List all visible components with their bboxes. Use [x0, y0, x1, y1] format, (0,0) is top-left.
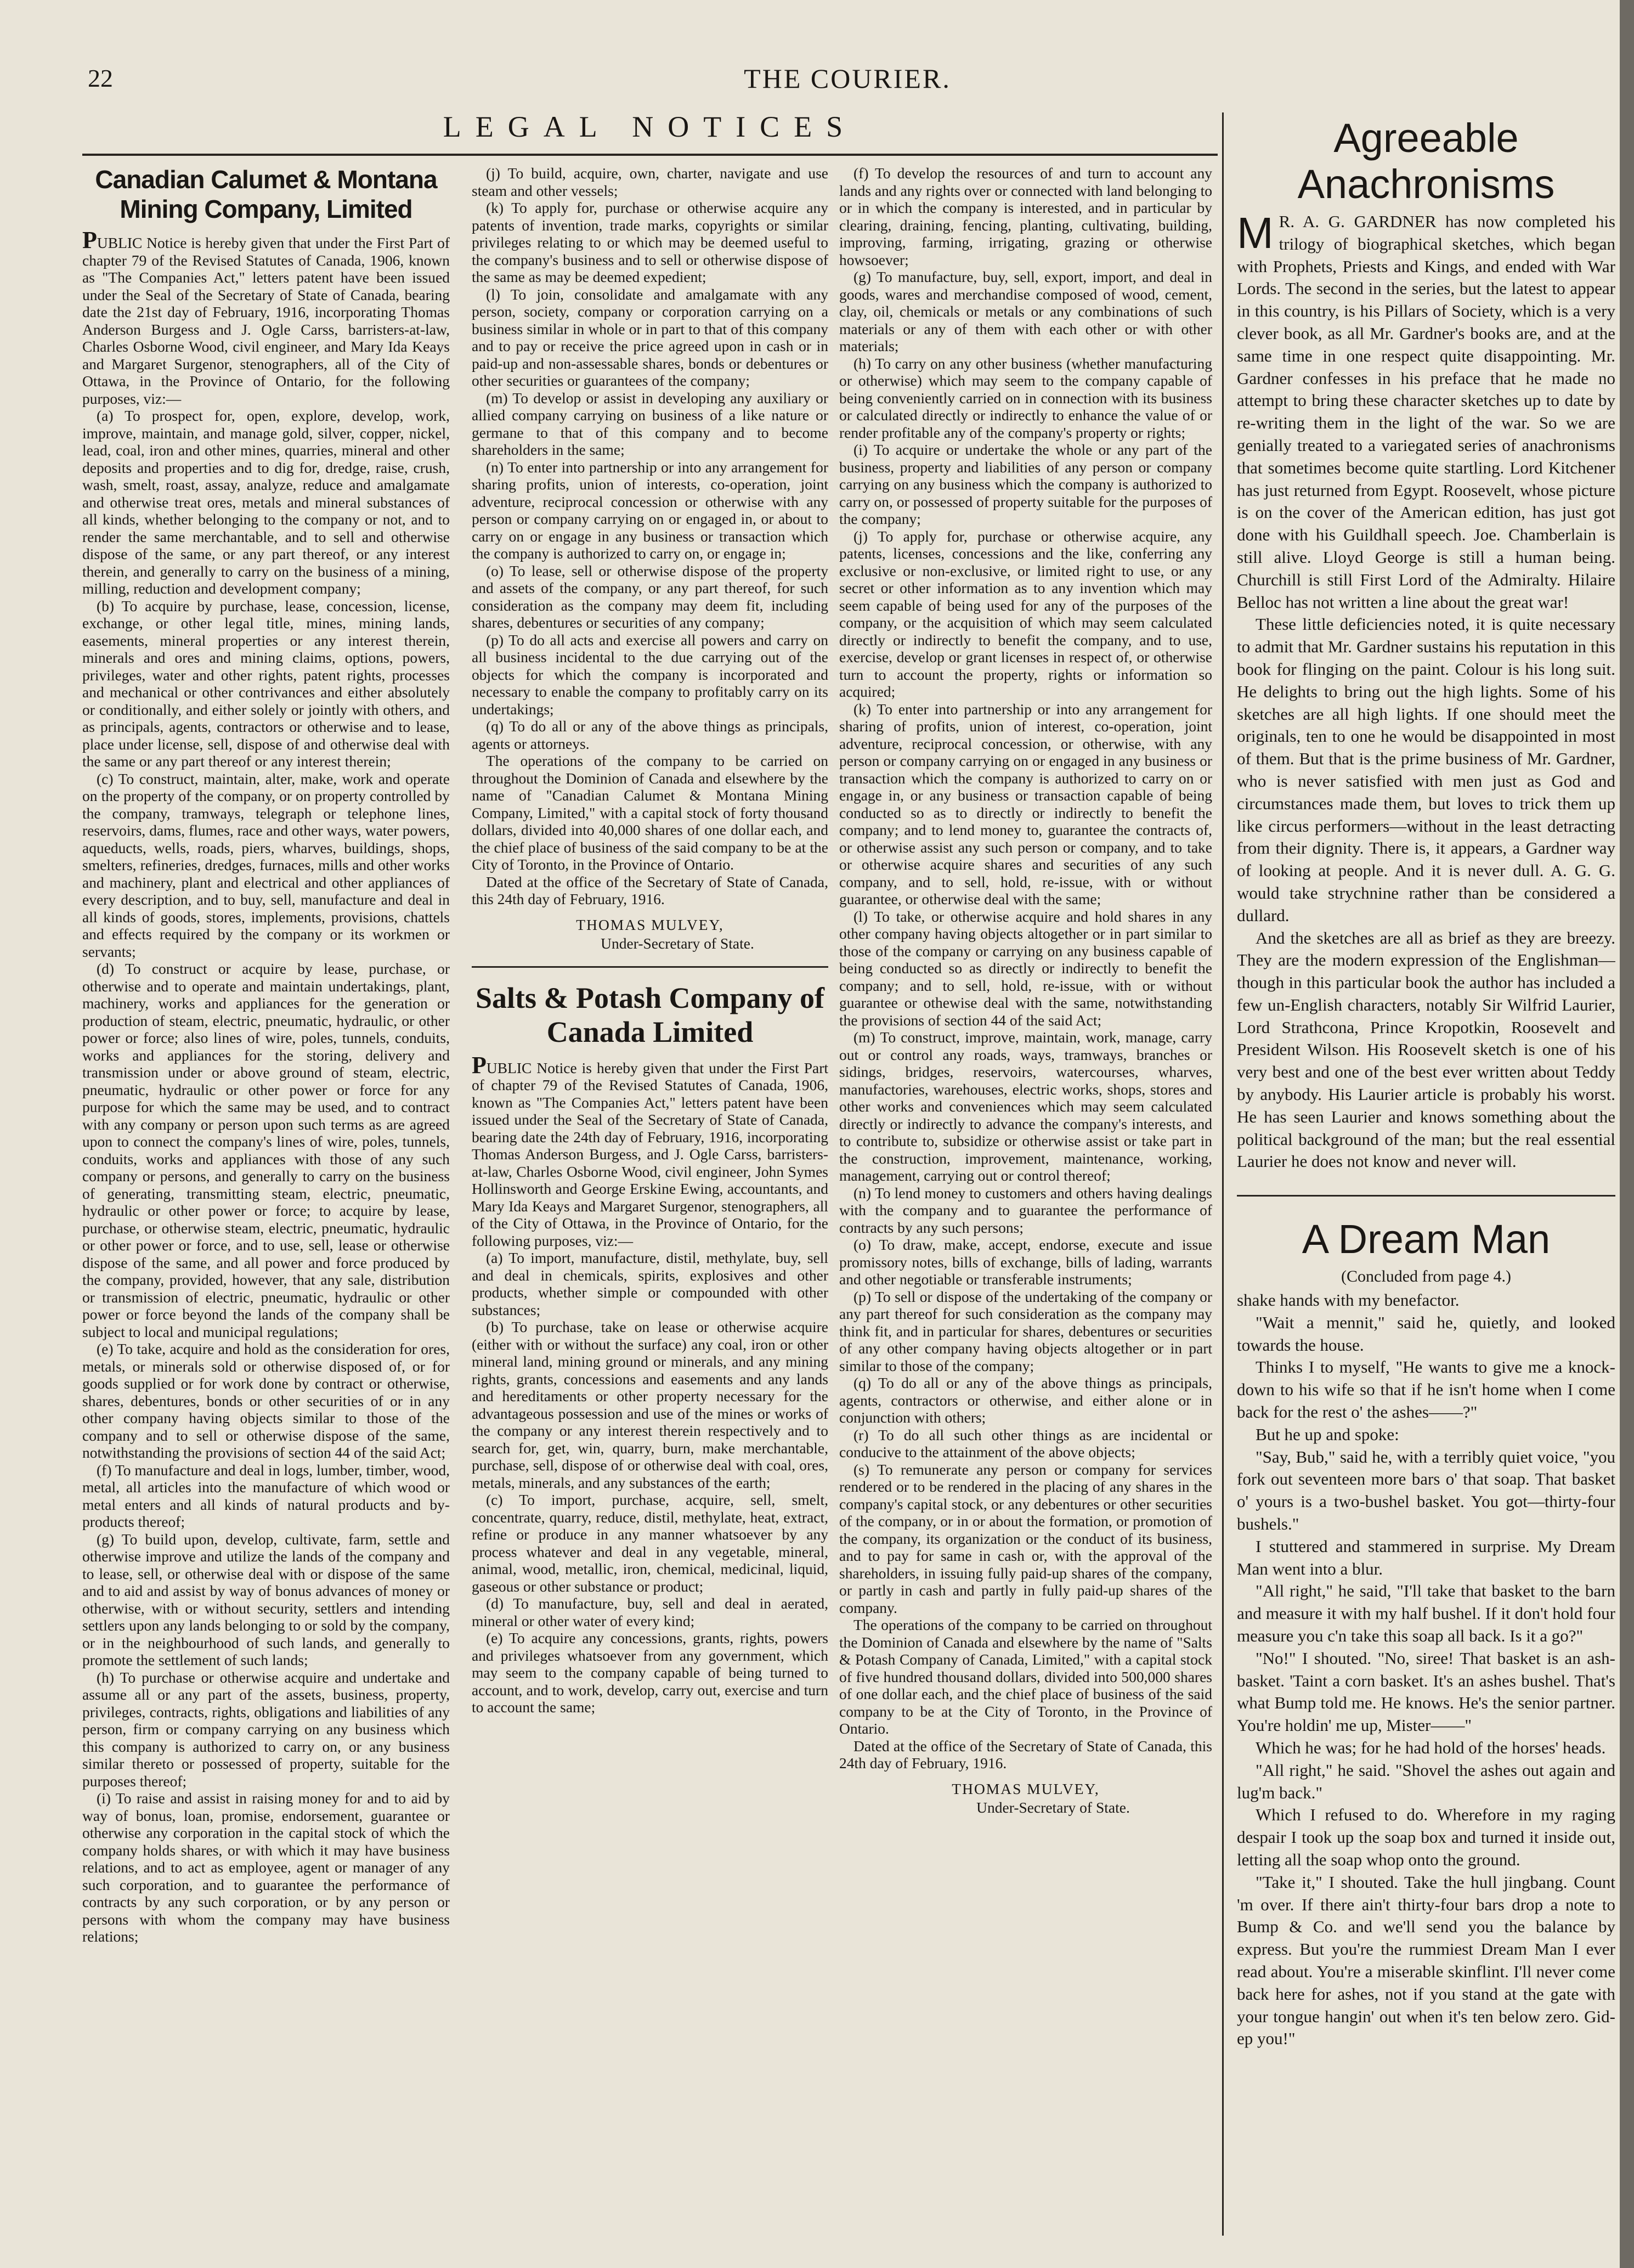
- notice-paragraph: (j) To build, acquire, own, charter, navigate and use steam and other vessels;: [472, 165, 828, 199]
- notice-paragraph: (i) To raise and assist in raising money for and to aid by way of bonus, loan, promise, endorsement, guarantee or otherwise any corporation in the capital stock of which the company holds shares, or with which it may have business relations, and to act as employee, agent or manager of any such corporation, and to guarantee the performance of contracts by any such corporation, or by any person or persons with whom the company may have business relations;: [82, 1790, 450, 1945]
- notice-paragraph: (a) To import, manufacture, distil, methylate, buy, sell and deal in chemicals, spirits, explosives and other products, whether simple or compounded with other substances;: [472, 1249, 828, 1318]
- dropcap: P: [82, 227, 97, 253]
- feature-paragraph: Thinks I to myself, "He wants to give me a knock-down to his wife so that if he isn't home when I come back for the rest o' the ashes——?": [1237, 1357, 1615, 1422]
- notice-paragraph: (a) To prospect for, open, explore, develop, work, improve, maintain, and manage gold, silver, copper, nickel, lead, coal, iron and other mines, quarries, mineral and other deposits and properties and to dig for, dredge, raise, crush, wash, smelt, roast, assay, analyze, reduce and amalgamate and otherwise treat ores, metals and mineral substances of all kinds, whether belonging to the company or not, and to render the same merchantable, and to sell and otherwise dispose of the same, or any part thereof, or any interest therein, and generally to carry on the business of a mining, milling, reduction and development company;: [82, 407, 450, 597]
- dropcap: M: [1237, 208, 1274, 257]
- page-number: 22: [88, 64, 113, 92]
- notice-paragraph: (q) To do all or any of the above things as principals, agents, contractors or otherwise, and either alone or in conjunction with others;: [839, 1374, 1212, 1426]
- notice-paragraph: (l) To take, or otherwise acquire and hold shares in any other company having objects altogether or in part similar to those of the company or carrying on any business capable of being conducted so as directly or indirectly to benefit the company; and to sell, hold, re-issue, with or without guarantee or othewise deal with the same, notwithstanding the provisions of section 44 of the said Act;: [839, 907, 1212, 1029]
- feature-paragraph: "No!" I shouted. "No, siree! That basket is an ash-basket. 'Taint a corn basket. It's an ashes bushel. That's what Bump told me. He knows. He's the senior partner. You're holdin' me up, Mister——": [1237, 1648, 1615, 1735]
- notice-paragraph: (o) To lease, sell or otherwise dispose of the property and assets of the company, or any part thereof, for such consideration as the company may deem fit, including shares, debentures or securities of any company;: [472, 562, 828, 631]
- notice-paragraph: (d) To construct or acquire by lease, purchase, or otherwise and to operate and maintain undertakings, plant, machinery, works and appliances for the generation or production of steam, electric, pneumatic, hydraulic, or other power or force; also lines of wire, poles, tunnels, conduits, works and appliances for the storing, delivery and transmission under or above ground of steam, electric, pneumatic, hydraulic or other power or force for any purpose for which the same may be used, and to contract with any company or person upon such terms as are agreed upon to connect the company's lines of wire, poles, tunnels, conduits, works and appliances with those of any such company or persons, and generally to carry on the business of generating, transmitting steam, electric, pneumatic, hydraulic or other power or force; to acquire by lease, purchase, or otherwise steam, electric, pneumatic, hydraulic or other power or force, and to use, sell, lease or otherwise dispose of the same, and all power and force produced by the company, provided, however, that any sale, distribution or transmission of electric, pneumatic, hydraulic or other power or force beyond the lands of the company shall be subject to local and municipal regulations;: [82, 960, 450, 1340]
- feature-paragraph: These little deficiencies noted, it is quite necessary to admit that Mr. Gardner sustains his reputation in this book for flinging on the paint. Colour is his long suit. He delights to bring out the high lights. Some of his sketches are all high lights. If one should meet the originals, ten to one he would be disappointed in most of them. But that is the prime business of Mr. Gardner, who is never satisfied with men just as God and circumstances made them, but loves to trick them up like circus performers—without in the least detracting from their dignity. There is, it appears, a Gardner way of looking at people. And it is never dull. A. G. G. would take strychnine rather than be considered a dullard.: [1237, 614, 1615, 925]
- notice-paragraph: (b) To purchase, take on lease or otherwise acquire (either with or without the surface) any coal, iron or other mineral land, mining ground or minerals, and any mining rights, grants, concessions and easements and any lands and hereditaments or other property necessary for the advantageous possession and use of the mines or works of the company or any interest therein respectively and to search for, get, win, quarry, burn, make merchantable, purchase, sell, dispose of or otherwise deal with coal, ores, metals, minerals, and any substances of the earth;: [472, 1318, 828, 1491]
- section-title: LEGAL NOTICES: [443, 110, 857, 143]
- notice-paragraph: (r) To do all such other things as are incidental or conducive to the attainment of the above objects;: [839, 1426, 1212, 1460]
- notice-paragraph: (d) To manufacture, buy, sell and deal in aerated, mineral or other water of every kind;: [472, 1595, 828, 1629]
- feature-title-anachronisms: Agreeable Anachronisms: [1297, 115, 1555, 207]
- notice-paragraph: PUBLIC Notice is hereby given that under the First Part of chapter 79 of the Revised Statutes of Canada, 1906, known as "The Companies Act," letters patent have been issued under the Seal of the Secretary of State of Canada, bearing date the 24th day of February, 1916, incorporating Thomas Anderson Burgess, and J. Ogle Carss, barristers-at-law, Charles Osborne Wood, civil engineer, John Symes Hollinsworth and George Erskine Ewing, accountants, and Mary Ida Keays and Margaret Surgenor, stenographers, all of the City of Ottawa, in the Province of Ontario, for the following purposes, viz:—: [472, 1051, 828, 1249]
- notice-paragraph: (e) To acquire any concessions, grants, rights, powers and privileges whatsoever from any government, which may seem to the company capable of being turned to account, and to work, develop, carry out, exercise and turn to account the same;: [472, 1629, 828, 1716]
- notice-paragraph: The operations of the company to be carried on throughout the Dominion of Canada and elsewhere by the name of "Salts & Potash Company of Canada, Limited," with a capital stock of five hundred thousand dollars, divided into 500,000 shares of one dollar each, and the chief place of business of the said company to be at the City of Toronto, in the Province of Ontario.: [839, 1616, 1212, 1737]
- notice-paragraph: (l) To join, consolidate and amalgamate with any person, society, company or corporation carrying on a business similar in whole or in part to that of this company and to pay or receive the price agreed upon in cash or in paid-up and non-assessable shares, bonds or debentures or other securities or guarantees of the company;: [472, 285, 828, 389]
- notice-paragraph: (h) To carry on any other business (whether manufacturing or otherwise) which may seem to the company capable of being conveniently carried on in connection with its business or calculated directly or indirectly to enhance the value of or render profitable any of the company's property or rights;: [839, 354, 1212, 441]
- signature-title: Under-Secretary of State.: [601, 934, 754, 952]
- feature-paragraph: Which he was; for he had hold of the horses' heads.: [1256, 1738, 1606, 1757]
- notice-paragraph: (k) To enter into partnership or into any arrangement for sharing of profits, union of interest, co-operation, joint adventure, reciprocal concession, or otherwise, with any person or company carrying on or engaged in any business or transaction which the company is authorized to carry on or engage in, or any business or transaction capable of being conducted so as to directly or indirectly to benefit the company; and to lend money to, guarantee the contracts of, or otherwise assist any such person or company, and to take or otherwise acquire shares and securities of any such company, and to sell, hold, re-issue, with or without guarantee, or otherwise deal with the same;: [839, 700, 1212, 907]
- header-rule: [82, 154, 1218, 156]
- feature-paragraph: M R. A. G. GARDNER has now completed his trilogy of biographical sketches, which began with Prophets, Priests and Kings, and ended with War Lords. The second in the series, but the latest to appear in this country, is his Pillars of Society, which is a very clever book, as all Mr. Gardner's books are, and at the same time in one respect quite disappointing. Mr. Gardner confesses in his preface that he made no attempt to bring these character sketches up to date by re-writing them in the light of the war. So we are genially treated to a variegated series of anachronisms that sometimes become quite startling. Lord Kitchener has just returned from Egypt. Roosevelt, whose picture is on the cover of the American edition, has just got done with his Guildhall speech. Joe. Chamberlain is still alive. Lloyd George is still a human being. Churchill is still First Lord of the Admiralty. Hilaire Belloc has not written a line about the great war!: [1237, 208, 1615, 612]
- feature-paragraph: "All right," he said. "Shovel the ashes out again and lug'm back.": [1237, 1760, 1615, 1802]
- feature-paragraph: "Take it," I shouted. Take the hull jingbang. Count 'm over. If there ain't thirty-four bars drop a note to Bump & Co. and we'll send you the balance by express. But you're the rummiest Dream Man I ever read about. You're a miserable skinflint. I'll never come back here for ashes, not if you stand at the gate with your tongue hangin' out when it's ten below zero. Gid-ep you!": [1237, 1872, 1615, 2049]
- notice-paragraph: (b) To acquire by purchase, lease, concession, license, exchange, or other legal title, mines, mining lands, easements, mineral properties or any interest therein, minerals and ores and mining claims, options, powers, privileges, water and other rights, patent rights, processes and mechanical or other contrivances and either absolutely or conditionally, and either solely or jointly with others, and as principals, agents, contractors or otherwise and to lease, place under license, sell, dispose of and otherwise deal with the same or any part thereof or any interest therein;: [82, 597, 450, 770]
- feature-paragraph: But he up and spoke:: [1256, 1424, 1399, 1444]
- notice-paragraph: (p) To do all acts and exercise all powers and carry on all business incidental to the due carrying out of the objects for which the company is incorporated and necessary to enable the company to profitably carry on its undertakings;: [472, 631, 828, 718]
- notice-paragraph: (p) To sell or dispose of the undertaking of the company or any part thereof for such consideration as the company may think fit, and in particular for shares, debentures or securities of any other company having objects altogether or in part similar to those of the company;: [839, 1288, 1212, 1374]
- notice-heading-calumet: Canadian Calumet & Montana Mining Company, Limited: [95, 165, 437, 223]
- notice-heading-salts: Salts & Potash Company of Canada Limited: [475, 981, 825, 1048]
- notice-paragraph: (m) To construct, improve, maintain, work, manage, carry out or control any roads, ways, tramways, branches or sidings, bridges, reservoirs, watercourses, wharves, manufactories, warehouses, electric works, shops, stores and other works and conveniences which may seem calculated directly or indirectly to advance the company's interests, and to contribute to, subsidize or otherwise assist or take part in the construction, improvement, maintenance, working, management, carrying out or control thereof;: [839, 1029, 1212, 1184]
- column-3: [839, 165, 1212, 2244]
- column-1: [82, 165, 450, 2244]
- notice-paragraph: (q) To do all or any of the above things as principals, agents or attorneys.: [472, 718, 828, 752]
- notice-signature: [839, 1780, 1212, 1817]
- notice-paragraph: (n) To lend money to customers and others having dealings with the company and to guarantee the performance of contracts by any such persons;: [839, 1184, 1212, 1236]
- newspaper-name: THE COURIER.: [744, 63, 951, 94]
- signature-title: Under-Secretary of State.: [976, 1798, 1130, 1816]
- notice-paragraph: (g) To build upon, develop, cultivate, farm, settle and otherwise improve and utilize the lands of the company and to lease, sell, or otherwise deal with or dispose of the same and to aid and assist by way of bonus advances of money or otherwise, with or without security, settlers and intending settlers upon any lands belonging to or sold by the company, or in the neighbourhood of such lands, and generally to promote the settlement of such lands;: [82, 1530, 450, 1668]
- feature-paragraph: Which I refused to do. Wherefore in my raging despair I took up the soap box and turned it inside out, letting all the soap whop onto the ground.: [1237, 1805, 1615, 1869]
- notice-paragraph: (n) To enter into partnership or into any arrangement for sharing profits, union of interests, co-operation, joint adventure, reciprocal concession or otherwise with any person or company carrying on or engaged in, or about to carry on or engage in any business or transaction which the company is authorized to carry on, or engage in;: [472, 458, 828, 562]
- notice-paragraph: (f) To manufacture and deal in logs, lumber, timber, wood, metal, all articles into the manufacture of which wood or metal enters and all kinds of natural products and by-products thereof;: [82, 1461, 450, 1530]
- notice-paragraph: (m) To develop or assist in developing any auxiliary or allied company carrying on business of a like nature or germane to that of this company and to become shareholders in the same;: [472, 389, 828, 458]
- notice-paragraph: PUBLIC Notice is hereby given that under the First Part of chapter 79 of the Revised Statutes of Canada, 1906, known as "The Companies Act," letters patent have been issued under the Seal of the Secretary of State of Canada, bearing date the 21st day of February, 1916, incorporating Thomas Anderson Burgess and J. Ogle Carss, barristers-at-law, Charles Osborne Wood, civil engineer, and Mary Ida Keays and Margaret Surgenor, stenographers, all of the City of Ottawa, in the Province of Ontario, for the following purposes, viz:—: [82, 227, 450, 407]
- notice-paragraph: (f) To develop the resources of and turn to account any lands and any rights over or connected with land belonging to or in which the company is interested, and in particular by clearing, draining, fencing, planting, cultivating, building, improving, farming, irrigating, grazing or otherwise howsoever;: [839, 165, 1212, 268]
- notice-paragraph: Dated at the office of the Secretary of State of Canada, this 24th day of February, 1916.: [839, 1737, 1212, 1771]
- page-header: [82, 60, 1613, 93]
- column-4: [1237, 115, 1615, 2194]
- feature-paragraph: shake hands with my benefactor.: [1237, 1290, 1460, 1310]
- notice-separator: [472, 966, 828, 968]
- notice-paragraph: (j) To apply for, purchase or otherwise acquire, any patents, licenses, concessions and the like, conferring any exclusive or non-exclusive, or limited right to use, or any secret or other information as to any invention which may seem capable of being used for any of the purposes of the company, or the acquisition of which may seem calculated directly or indirectly to benefit the company, and to use, exercise, develop or grant licenses in respect of, or otherwise turn to account the property, rights or information so acquired;: [839, 527, 1212, 700]
- feature-title-dream-man: A Dream Man: [1302, 1216, 1551, 1262]
- notice-paragraph: (c) To construct, maintain, alter, make, work and operate on the property of the company, or on property controlled by the company, tramways, telegraph or telephone lines, reservoirs, dams, flumes, race and other ways, water powers, aqueducts, wells, roads, piers, wharves, buildings, shops, smelters, refineries, dredges, furnaces, mills and other works and machinery, plant and electrical and other appliances of every description, and to buy, sell, manufacture and deal in all kinds of goods, stores, implements, provisions, chattels and effects required by the company or its workmen or servants;: [82, 770, 450, 960]
- feature-paragraph: "Wait a mennit," said he, quietly, and looked towards the house.: [1237, 1312, 1615, 1355]
- notice-signature: [472, 916, 828, 953]
- feature-paragraph: And the sketches are all as brief as they are breezy. They are the modern expression of the Englishman—though in this particular book the author has included a few un-English characters, notably Sir Wilfrid Laurier, Lord Strathcona, Prince Kropotkin, Roosevelt and President Wilson. His Roosevelt sketch is one of his very best and one of the best ever written about Teddy by anybody. His Laurier article is probably his worst. He has seen Laurier and knows something about the political background of the man; but the real essential Laurier he does not know and never will.: [1237, 928, 1615, 1171]
- dropcap: P: [472, 1051, 487, 1079]
- notice-paragraph: Dated at the office of the Secretary of State of Canada, this 24th day of February, 1916.: [472, 873, 828, 907]
- notice-paragraph: (o) To draw, make, accept, endorse, execute and issue promissory notes, bills of exchange, bills of lading, warrants and other negotiable or transferable instruments;: [839, 1236, 1212, 1288]
- notice-paragraph: (h) To purchase or otherwise acquire and undertake and assume all or any part of the assets, business, property, privileges, contracts, rights, obligations and liabilities of any person, firm or company carrying on any business which this company is authorized to carry on, or any business similar thereto or possessed of property, suitable for the purposes thereof;: [82, 1668, 450, 1790]
- feature-paragraph: I stuttered and stammered in surprise. My Dream Man went into a blur.: [1237, 1536, 1615, 1578]
- continuation-note: (Concluded from page 4.): [1341, 1267, 1511, 1286]
- signature-name: THOMAS MULVEY,: [576, 916, 724, 933]
- notice-paragraph: (c) To import, purchase, acquire, sell, smelt, concentrate, quarry, reduce, distil, methylate, heat, extract, refine or produce in any manner whatsoever by any process whatever and deal in any vegetable, mineral, animal, wood, metallic, iron, chemical, medicinal, liquid, gaseous or other substance or product;: [472, 1491, 828, 1595]
- notice-paragraph: (i) To acquire or undertake the whole or any part of the business, property and liabilities of any person or company carrying on any business which the company is authorized to carry on, or possessed of property suitable for the purposes of the company;: [839, 441, 1212, 527]
- column-divider: [1222, 112, 1224, 2236]
- binding-edge: [1620, 0, 1634, 2268]
- notice-paragraph: (k) To apply for, purchase or otherwise acquire any patents of invention, trade marks, copyrights or similar privileges relating to or which may be deemed useful to the company's business and to sell or otherwise dispose of the same as may be deemed expedient;: [472, 199, 828, 285]
- feature-paragraph: "Say, Bub," said he, with a terribly quiet voice, "you fork out seventeen more bars o' that soap. That basket o' yours is a two-bushel basket. You got—thirty-four bushels.": [1237, 1447, 1615, 1534]
- notice-paragraph: The operations of the company to be carried on throughout the Dominion of Canada and elsewhere by the name of "Canadian Calumet & Montana Mining Company, Limited," with a capital stock of forty thousand dollars, divided into 40,000 shares of one dollar each, and the chief place of business of the said company to be at the City of Toronto, in the Province of Ontario.: [472, 752, 828, 873]
- signature-name: THOMAS MULVEY,: [952, 1780, 1100, 1797]
- feature-paragraph: "All right," he said, "I'll take that basket to the barn and measure it with my half bushel. If it don't hold four measure you c'n take this soap all back. Is it a go?": [1237, 1581, 1615, 1646]
- notice-paragraph: (s) To remunerate any person or company for services rendered or to be rendered in the placing of any shares in the company's capital stock, or any debentures or other securities of the company, or in or about the formation, or promotion of the company, its organization or the conduct of its business, and to pay for same in cash or, with the approval of the shareholders, in issuing fully paid-up shares of the company, or partly in cash and partly in fully paid-up shares of the company.: [839, 1460, 1212, 1616]
- notice-paragraph: (e) To take, acquire and hold as the consideration for ores, metals, or minerals sold or otherwise disposed of, or for goods supplied or for work done by contract or otherwise, shares, debentures, bonds or other securities of or in any other company having objects similar to those of the company and to sell or otherwise dispose of the same, notwithstanding the provisions of section 44 of the said Act;: [82, 1340, 450, 1461]
- feature-separator: [1237, 1195, 1615, 1197]
- column-2: [472, 165, 828, 2244]
- notice-paragraph: (g) To manufacture, buy, sell, export, import, and deal in goods, wares and merchandise composed of wood, cement, clay, oil, chemicals or metals or any combinations of such materials or any of them with each other or with other materials;: [839, 268, 1212, 354]
